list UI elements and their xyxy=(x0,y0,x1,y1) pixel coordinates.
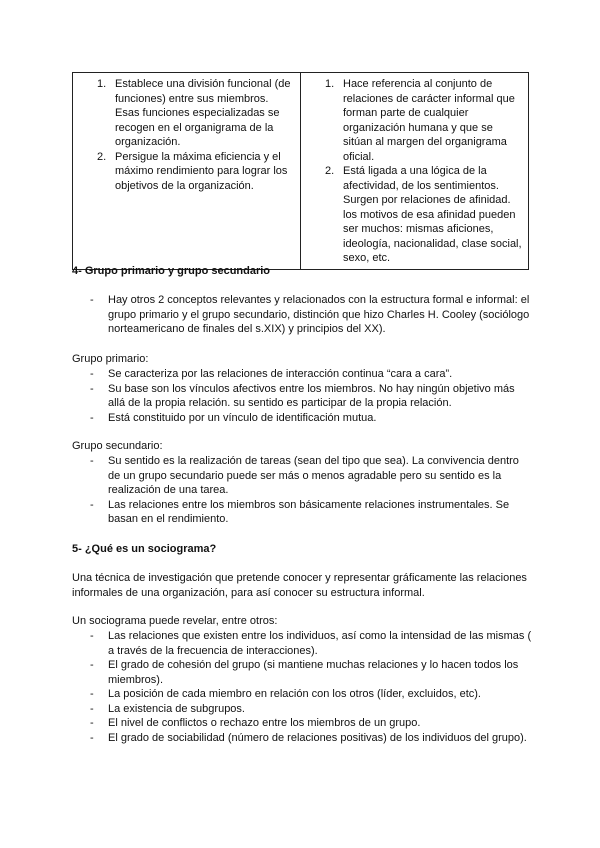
primario-label: Grupo primario: xyxy=(72,353,149,365)
list-item xyxy=(72,382,532,411)
sociograma-list xyxy=(72,629,532,745)
section-5-heading: 5- ¿Qué es un sociograma? xyxy=(72,543,217,555)
item-text: La existencia de subgrupos. xyxy=(108,702,245,715)
comparison-table xyxy=(72,72,529,270)
sociograma-list-label: Un sociograma puede revelar, entre otros: xyxy=(72,615,278,627)
secundario-list xyxy=(72,454,532,527)
dash: - xyxy=(90,717,94,729)
item-number: 2. xyxy=(97,150,107,163)
item-number: 1. xyxy=(97,78,107,90)
list-item xyxy=(72,293,532,337)
dash: - xyxy=(90,368,94,380)
list-item xyxy=(301,77,522,164)
item-text: Se caracteriza por las relaciones de interacción continua “cara a cara”. xyxy=(108,368,453,380)
list-item xyxy=(72,687,532,702)
item-text: Las relaciones entre los miembros son básicamente relaciones instrumentales. Se basan en el rendimiento. xyxy=(108,498,510,525)
dash: - xyxy=(90,659,94,671)
dash: - xyxy=(90,382,94,395)
item-text: Su base son los vínculos afectivos entre los miembros. No hay ningún objetivo más allá de la propia relación. su sentido es participar de la propia relación. xyxy=(108,382,515,409)
dash: - xyxy=(90,702,94,715)
dash: - xyxy=(90,630,94,642)
list-item xyxy=(73,77,294,150)
item-text: La posición de cada miembro en relación con los otros (líder, excluidos, etc). xyxy=(108,688,481,700)
item-text: Está constituido por un vínculo de identificación mutua. xyxy=(108,411,377,424)
dash: - xyxy=(90,411,94,424)
item-number: 1. xyxy=(325,78,335,90)
list-item xyxy=(72,367,532,382)
list-item xyxy=(73,150,294,194)
list-item xyxy=(72,411,532,426)
list-item xyxy=(72,629,532,658)
list-item xyxy=(72,454,532,498)
list-item xyxy=(72,702,532,717)
formal-cell xyxy=(73,73,301,270)
list-item xyxy=(72,498,532,527)
primario-list xyxy=(72,367,532,425)
section-4-heading: 4- Grupo primario y grupo secundario xyxy=(72,265,271,277)
dash: - xyxy=(90,731,94,744)
dash: - xyxy=(90,455,94,467)
informal-cell xyxy=(301,73,529,270)
dash: - xyxy=(90,688,94,700)
intro-list xyxy=(72,293,532,337)
item-text: El grado de cohesión del grupo (si mantiene muchas relaciones y lo hacen todos los miembros). xyxy=(108,659,519,686)
item-text: Hay otros 2 conceptos relevantes y relacionados con la estructura formal e informal: el grupo primario y el grupo secundario, distinción que hizo Charles H. Cooley (sociólogo norteamericano de finales del s.XIX) y principios del XX). xyxy=(108,294,530,335)
list-item xyxy=(72,731,532,746)
dash: - xyxy=(90,498,94,511)
item-text: Está ligada a una lógica de la afectividad, de los sentimientos. Surgen por relaciones de afinidad. los motivos de esa afinidad pueden ser muchos: mismas aficiones, ideología, nacionalidad, clase social, sexo, etc. xyxy=(343,165,522,264)
sociograma-paragraph: Una técnica de investigación que pretende conocer y representar gráficamente las relaciones informales de una organización, para así conocer su estructura informal. xyxy=(72,572,527,599)
dash: - xyxy=(90,294,94,306)
item-text: Las relaciones que existen entre los individuos, así como la intensidad de las mismas ( a través de la frecuencia de interacciones). xyxy=(108,630,532,657)
item-text: El grado de sociabilidad (número de relaciones positivas) de los individuos del grupo). xyxy=(108,731,527,744)
secundario-label: Grupo secundario: xyxy=(72,440,163,452)
item-text: Su sentido es la realización de tareas (sean del tipo que sea). La convivencia dentro de un grupo secundario puede ser más o menos agradable pero su sentido es la realización de una tarea. xyxy=(108,455,519,496)
item-number: 2. xyxy=(325,165,335,177)
list-item xyxy=(72,658,532,687)
item-text: Establece una división funcional (de funciones) entre sus miembros. Esas funciones especializadas se recogen en el organigrama de la organización. xyxy=(115,78,291,148)
item-text: Hace referencia al conjunto de relaciones de carácter informal que forman parte de cualquier organización humana y que se sitúan al margen del organigrama oficial. xyxy=(343,78,515,163)
list-item xyxy=(72,716,532,731)
item-text: El nivel de conflictos o rechazo entre los miembros de un grupo. xyxy=(108,717,421,729)
list-item xyxy=(301,164,522,266)
item-text: Persigue la máxima eficiencia y el máximo rendimiento para lograr los objetivos de la organización. xyxy=(115,150,288,192)
